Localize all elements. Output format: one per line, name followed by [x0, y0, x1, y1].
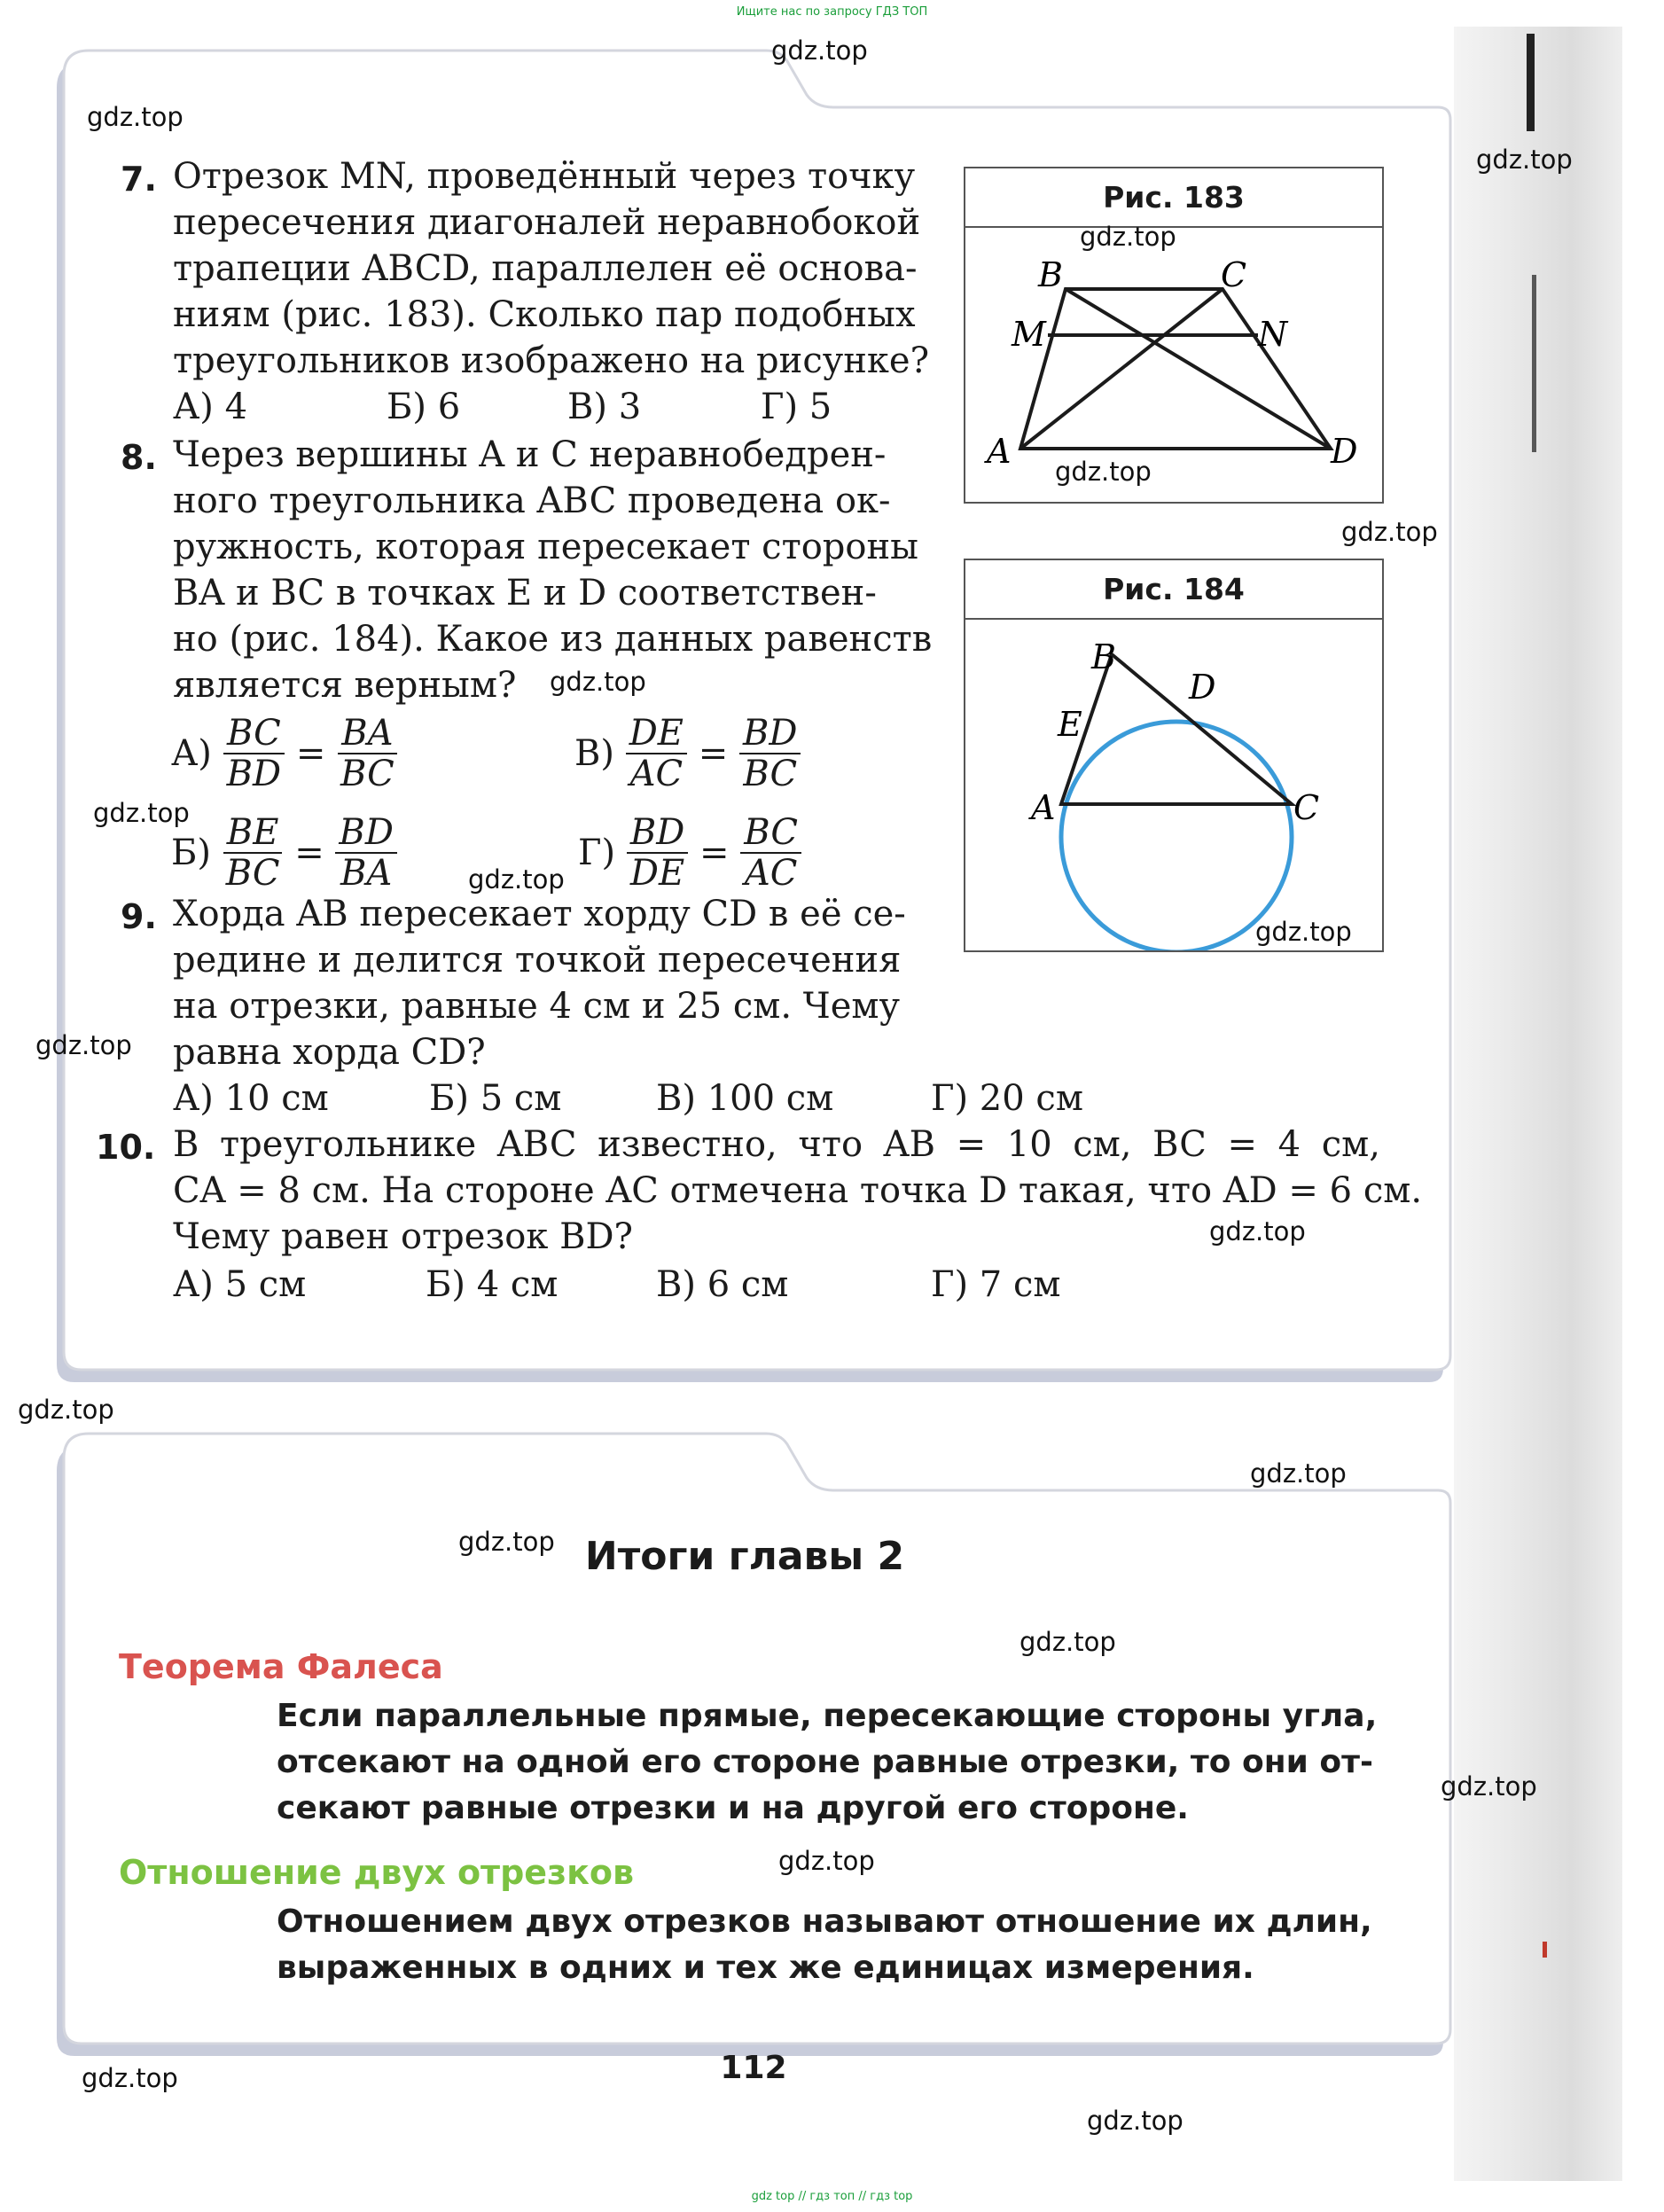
- watermark: gdz.top: [550, 667, 646, 697]
- fraction-left: [626, 714, 687, 793]
- watermark: gdz.top: [771, 35, 868, 66]
- option-label: Б): [171, 832, 211, 873]
- problem-9-option-g: Г) 20 см: [931, 1078, 1083, 1119]
- watermark: gdz.top: [778, 1846, 875, 1876]
- problem-10-option-g: Г) 7 см: [931, 1264, 1061, 1305]
- denominator: BD: [226, 754, 282, 794]
- equals-sign: =: [295, 733, 326, 774]
- figure-183-title: Рис. 183: [1103, 180, 1245, 215]
- problem-8-option-v: [574, 714, 801, 793]
- denominator: BC: [743, 754, 798, 794]
- ratio-line-1: Отношением двух отрезков называют отношение их длин,: [277, 1903, 1372, 1940]
- problem-10-option-b: Б) 4 см: [426, 1264, 559, 1305]
- footer-note: gdz top // гдз топ // гдз top: [751, 2190, 913, 2203]
- label-c: C: [1293, 788, 1320, 827]
- watermark: gdz.top: [82, 2063, 178, 2093]
- equals-sign: =: [294, 832, 324, 873]
- label-a: A: [987, 432, 1012, 471]
- problem-8-number: 8.: [121, 438, 157, 477]
- problem-10-number: 10.: [96, 1128, 156, 1167]
- watermark: gdz.top: [1209, 1216, 1306, 1247]
- problem-8-line-2: ного треугольника ABC проведена ок-: [173, 481, 891, 521]
- numerator: BC: [223, 714, 285, 754]
- segment-ratio-text: [277, 1899, 1372, 1991]
- label-a: A: [1031, 788, 1056, 827]
- problem-10-line-2: CA = 8 см. На стороне AC отмечена точка D такая, что AD = 6 см.: [173, 1170, 1423, 1211]
- numerator: BC: [740, 813, 801, 854]
- numerator: BD: [627, 813, 688, 854]
- thales-line-3: секают равные отрезки и на другой его стороне.: [277, 1790, 1189, 1826]
- watermark: gdz.top: [87, 102, 184, 132]
- option-label: В): [574, 733, 614, 774]
- problem-7-option-v: В) 3: [567, 387, 642, 427]
- watermark: gdz.top: [458, 1527, 555, 1557]
- problem-7-line-4: ниям (рис. 183). Сколько пар подобных: [173, 294, 916, 335]
- denominator: AC: [744, 853, 798, 894]
- label-n: N: [1258, 315, 1288, 354]
- problem-9-number: 9.: [121, 897, 157, 936]
- watermark: gdz.top: [18, 1395, 114, 1425]
- problem-9-option-b: Б) 5 см: [429, 1078, 562, 1119]
- numerator: BD: [335, 813, 396, 854]
- denominator: BC: [340, 754, 395, 794]
- problem-10-option-a: А) 5 см: [173, 1264, 307, 1305]
- header-note: Ищите нас по запросу ГДЗ ТОП: [736, 5, 928, 19]
- denominator: BC: [225, 853, 280, 894]
- option-label: А): [171, 733, 212, 774]
- problem-10-option-v: В) 6 см: [656, 1264, 789, 1305]
- problem-8-line-6: является верным?: [173, 665, 517, 706]
- diagonal-ca: [1020, 289, 1223, 449]
- problem-8-line-4: BA и BC в точках E и D соответствен-: [173, 573, 877, 614]
- trapezoid-diagram: [965, 168, 1382, 502]
- watermark: gdz.top: [1080, 222, 1176, 252]
- problem-7-option-b: Б) 6: [387, 387, 461, 427]
- problem-7-number: 7.: [121, 160, 157, 199]
- problem-7-option-g: Г) 5: [761, 387, 832, 427]
- watermark: gdz.top: [1441, 1771, 1537, 1802]
- fraction-right: [740, 813, 801, 893]
- problem-7-line-3: трапеции ABCD, параллелен её основа-: [173, 248, 918, 289]
- problem-8-line-1: Через вершины A и C неравнобедрен-: [173, 434, 887, 475]
- denominator: BA: [340, 853, 393, 894]
- fraction-left: [223, 714, 285, 793]
- thales-line-1: Если параллельные прямые, пересекающие стороны угла,: [277, 1698, 1378, 1734]
- equals-sign: =: [698, 733, 729, 774]
- problem-9-line-2: редине и делится точкой пересечения: [173, 940, 902, 981]
- problem-8-line-5: но (рис. 184). Какое из данных равенств: [173, 619, 933, 660]
- label-c: C: [1221, 255, 1247, 294]
- triangle-abc: [1061, 654, 1292, 804]
- figure-184-title: Рис. 184: [1103, 572, 1245, 606]
- diagonal-bd: [1066, 289, 1331, 449]
- ratio-line-2: выраженных в одних и тех же единицах измерения.: [277, 1950, 1254, 1986]
- equals-sign: =: [699, 832, 730, 873]
- watermark: gdz.top: [93, 798, 190, 828]
- label-b: B: [1038, 255, 1063, 294]
- problem-7-line-2: пересечения диагоналей неравнобокой: [173, 202, 921, 243]
- thales-theorem-title: Теорема Фалеса: [119, 1647, 443, 1686]
- watermark: gdz.top: [1341, 517, 1438, 547]
- problem-9-option-a: А) 10 см: [173, 1078, 329, 1119]
- numerator: BE: [223, 813, 283, 854]
- problem-10-line-3: Чему равен отрезок BD?: [173, 1216, 633, 1257]
- triangle-circle-diagram: [965, 560, 1382, 950]
- page-number: 112: [720, 2050, 787, 2086]
- watermark: gdz.top: [1476, 145, 1573, 175]
- fraction-right: [739, 714, 801, 793]
- problem-7-line-5: треугольников изображено на рисунке?: [173, 340, 930, 381]
- fraction-left: [223, 813, 284, 893]
- problem-9-line-4: равна хорда CD?: [173, 1032, 486, 1073]
- watermark: gdz.top: [468, 864, 565, 895]
- label-b: B: [1091, 637, 1116, 676]
- numerator: BD: [739, 714, 801, 754]
- label-e: E: [1058, 705, 1082, 744]
- problem-9-line-1: Хорда AB пересекает хорду CD в её се-: [173, 894, 906, 934]
- watermark: gdz.top: [1250, 1458, 1347, 1489]
- watermark: gdz.top: [1019, 1627, 1116, 1657]
- problem-7-line-1: Отрезок MN, проведённый через точку: [173, 156, 916, 197]
- trapezoid-abcd: [1020, 289, 1331, 449]
- label-d: D: [1189, 668, 1216, 707]
- fraction-right: [337, 714, 398, 793]
- problem-10-line-1: В треугольнике ABC известно, что AB = 10 см, BC = 4 см,: [173, 1124, 1380, 1165]
- watermark: gdz.top: [1055, 457, 1152, 487]
- denominator: AC: [629, 754, 684, 794]
- chapter-summary-title: Итоги главы 2: [584, 1534, 905, 1579]
- denominator: DE: [629, 853, 685, 894]
- problem-8-option-g: [578, 813, 801, 893]
- watermark: gdz.top: [35, 1030, 132, 1060]
- fraction-right: [335, 813, 396, 893]
- fraction-left: [627, 813, 688, 893]
- option-label: Г): [578, 832, 616, 873]
- page-edge-red-mark: [1543, 1942, 1547, 1958]
- watermark: gdz.top: [1255, 917, 1352, 947]
- problem-8-option-b: [171, 813, 397, 893]
- figure-184: [964, 559, 1384, 952]
- problem-9-line-3: на отрезки, равные 4 см и 25 см. Чему: [173, 986, 901, 1027]
- watermark: gdz.top: [1087, 2106, 1184, 2136]
- label-d: D: [1331, 432, 1358, 471]
- thales-line-2: отсекают на одной его стороне равные отрезки, то они от-: [277, 1744, 1373, 1780]
- segment-ratio-title: Отношение двух отрезков: [119, 1853, 635, 1892]
- problem-8-option-a: [171, 714, 398, 793]
- label-m: M: [1012, 315, 1046, 354]
- problem-9-option-v: В) 100 см: [656, 1078, 834, 1119]
- numerator: BA: [338, 714, 396, 754]
- problem-8-line-3: ружность, которая пересекает стороны: [173, 527, 918, 567]
- thales-theorem-text: [277, 1693, 1377, 1832]
- problem-7-option-a: А) 4: [173, 387, 248, 427]
- figure-183: [964, 167, 1384, 504]
- numerator: DE: [626, 714, 687, 754]
